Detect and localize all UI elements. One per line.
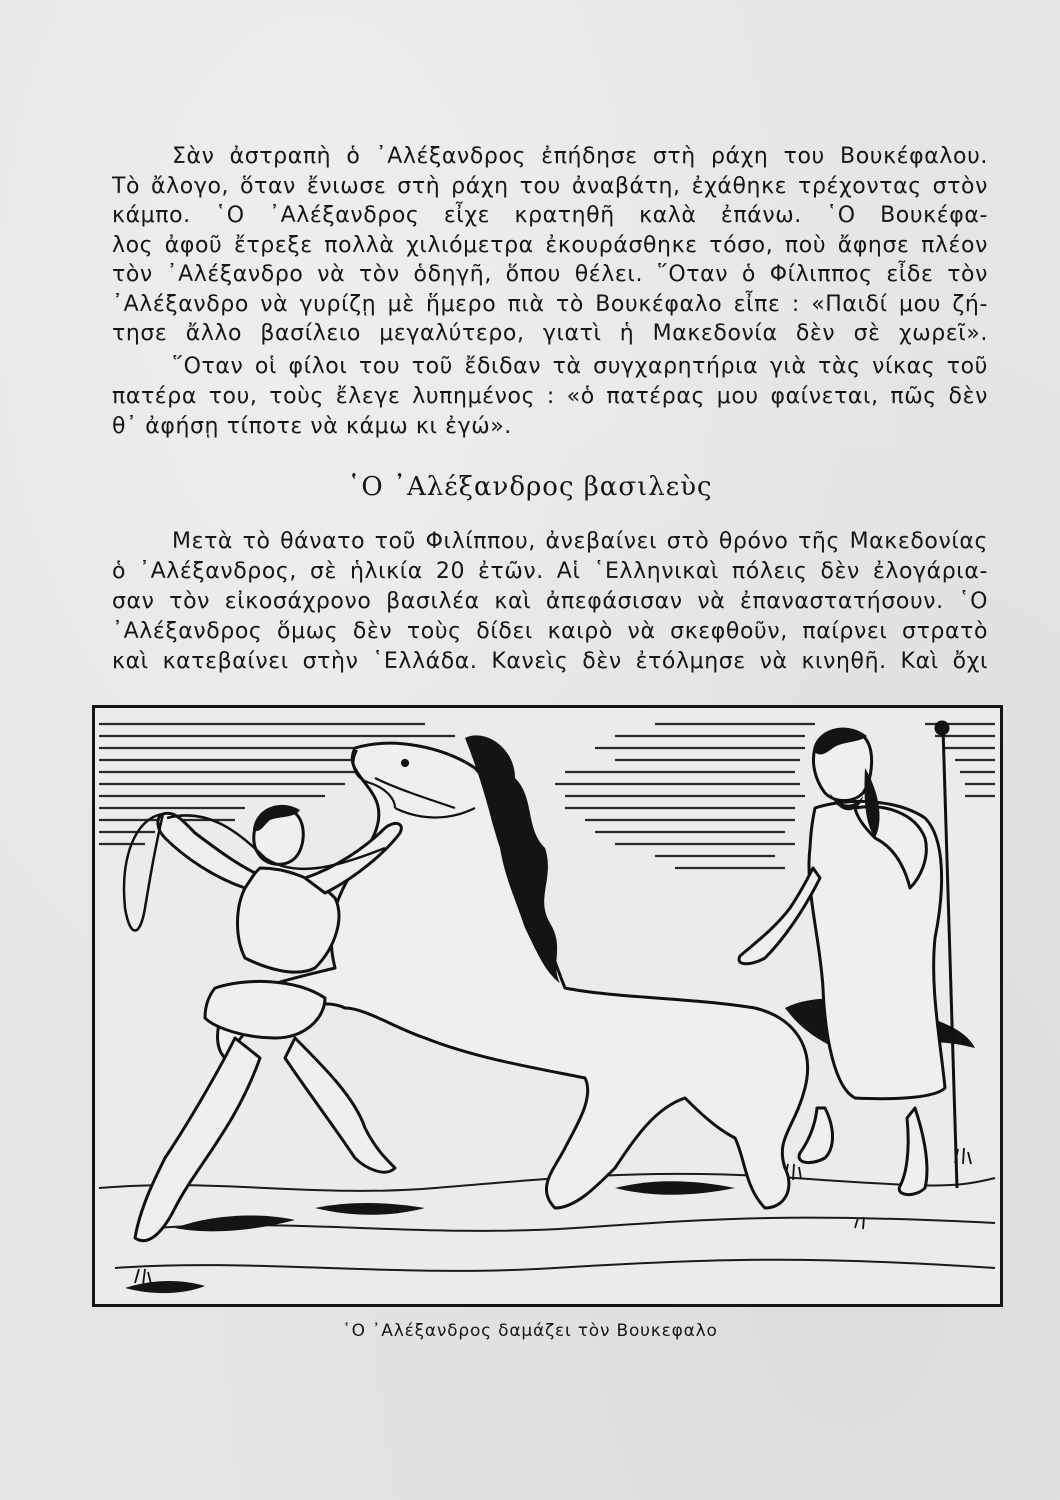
text-line: ῞Οταν οἱ φίλοι του τοῦ ἔδιδαν τὰ συγχαρητήρια γιὰ τὰς νίκας τοῦ (172, 354, 988, 379)
text-line: Τὸ ἄλογο, ὅταν ἔνιωσε στὴ ράχη του ἀναβάτη, ἐχάθηκε τρέχοντας στὸν (112, 173, 988, 199)
text-line: ᾿Αλέξανδρο νὰ γυρίζῃ μὲ ἥμερο πιὰ τὸ Βουκέφαλο εἶπε : «Παιδί μου ζή- (112, 291, 988, 317)
text-line: ᾿Αλέξανδρος ὅμως δὲν τοὺς δίδει καιρὸ νὰ σκεφθοῦν, παίρνει στρατὸ (112, 619, 988, 644)
text-line: καὶ κατεβαίνει στὴν ῾Ελλάδα. Κανεὶς δὲν ἐτόλμησε νὰ κινηθῆ. Καὶ ὄχι (112, 649, 988, 674)
text-line: ὁ ᾿Αλέξανδρος, σὲ ἡλικία 20 ἐτῶν. Αἱ ῾Ελληνικαὶ πόλεις δὲν ἐλογάρια- (112, 559, 988, 584)
paragraph-bucephalus (112, 142, 988, 349)
philip-staff (936, 722, 957, 1188)
text-line: πατέρα του, τοὺς ἔλεγε λυπημένος : «ὁ πατέρας μου φαίνεται, πῶς δὲν (112, 384, 988, 409)
text-line: λος ἀφοῦ ἔτρεξε πολλὰ χιλιόμετρα ἐκουράσθηκε τόσο, ποὺ ἄφησε πλέον (112, 232, 988, 258)
ground-shadows (125, 1181, 735, 1293)
text-line: Μετὰ τὸ θάνατο τοῦ Φιλίππου, ἀνεβαίνει στὸ θρόνο τῆς Μακεδονίας (172, 529, 988, 554)
section-heading: ῾Ο ᾿Αλέξανδρος βασιλεὺς (347, 472, 713, 502)
text-line: σαν τὸν εἰκοσάχρονο βασιλέα καὶ ἀπεφάσισαν νὰ ἐπαναστατήσουν. ῾Ο (112, 589, 988, 614)
illustration-caption: ῾Ο ᾿Αλέξανδρος δαμάζει τὸν Βουκεφαλο (342, 1321, 718, 1341)
text-line: κάμπο. ῾Ο ᾿Αλέξανδρος εἶχε κρατηθῆ καλὰ ἐπάνω. ῾Ο Βουκέφα- (112, 203, 988, 228)
paragraph-king (112, 527, 988, 677)
text-line: Σὰν ἀστραπὴ ὁ ᾿Αλέξανδρος ἐπήδησε στὴ ράχη του Βουκέφαλου. (172, 144, 988, 169)
text-line: τὸν ᾿Αλέξανδρο νὰ τὸν ὁδηγῆ, ὅπου θέλει. ῞Οταν ὁ Φίλιππος εἶδε τὸν (112, 262, 988, 287)
text-line: θ᾿ ἀφήσῃ τίποτε νὰ κάμω κι ἐγώ». (112, 414, 512, 439)
text-line: τησε ἄλλο βασίλειο μεγαλύτερο, γιατὶ ἡ Μακεδονία δὲν σὲ χωρεῖ». (112, 321, 988, 346)
paragraph-friends (112, 352, 988, 442)
illustration-alexander-taming-horse (92, 705, 1003, 1307)
